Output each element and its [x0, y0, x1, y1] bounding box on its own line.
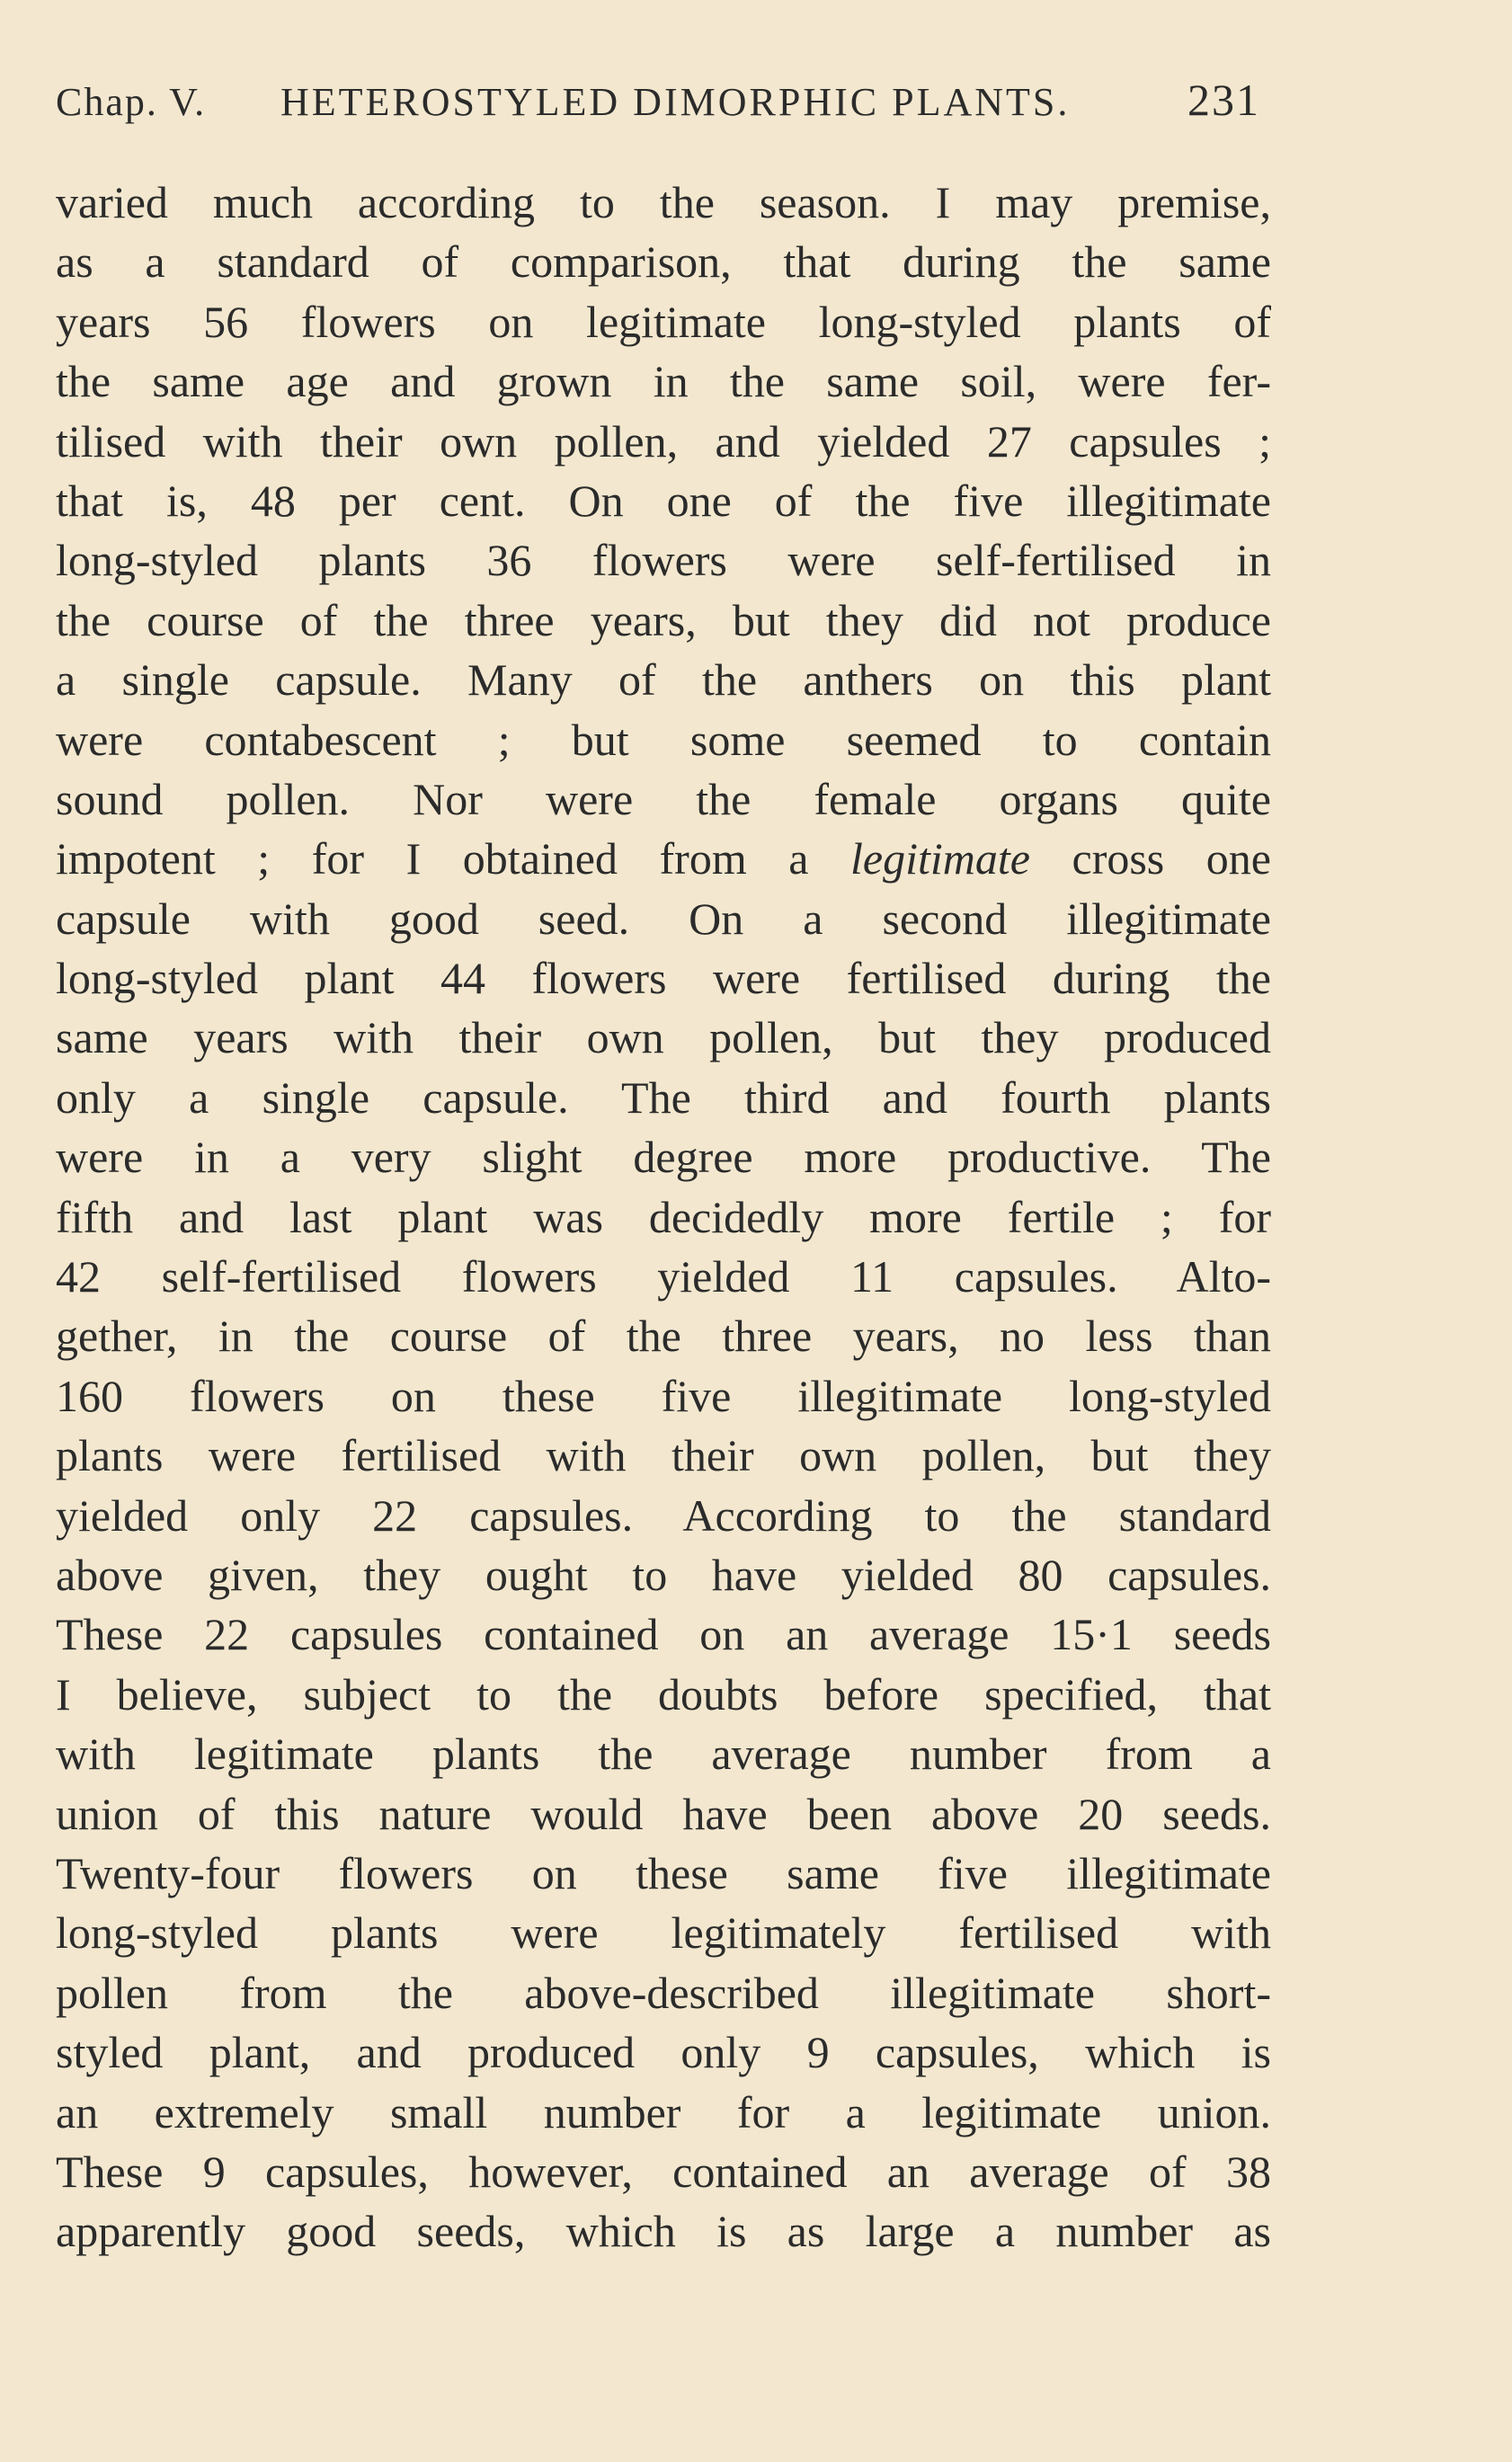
text-line: an extremely small number for a legitimate union.: [56, 2086, 1271, 2138]
text-line: were in a very slight degree more productive. The: [56, 1132, 1271, 1183]
text-line: long-styled plants were legitimately fertilised with: [56, 1907, 1271, 1959]
text-line: apparently good seeds, which is as large a number as: [56, 2206, 1271, 2257]
text-line: were contabescent ; but some seemed to contain: [56, 714, 1271, 765]
text-line: with legitimate plants the average number from a: [56, 1729, 1271, 1780]
body-text: [56, 173, 1271, 2262]
text-line: These 9 capsules, however, contained an average of 38: [56, 2146, 1271, 2197]
running-title: HETEROSTYLED DIMORPHIC PLANTS.: [280, 80, 1071, 124]
text-line: long-styled plants 36 flowers were self-fertilised in: [56, 535, 1271, 586]
text-line: long-styled plant 44 flowers were fertilised during the: [56, 953, 1271, 1004]
running-head: [56, 75, 1260, 133]
text-line: above given, they ought to have yielded 80 capsules.: [56, 1549, 1271, 1600]
text-line: pollen from the above-described illegitimate short-: [56, 1967, 1271, 2018]
text-line: as a standard of comparison, that during the same: [56, 236, 1271, 288]
text-line: varied much according to the season. I may premise,: [56, 177, 1271, 227]
italic-word: legitimate: [850, 833, 1030, 884]
text-line: styled plant, and produced only 9 capsules, which is: [56, 2027, 1271, 2078]
text-line: yielded only 22 capsules. According to the standard: [56, 1489, 1271, 1541]
text-line: I believe, subject to the doubts before specified, that: [56, 1668, 1271, 1720]
line-segment: cross one: [1029, 833, 1271, 884]
text-line: same years with their own pollen, but they produced: [56, 1012, 1271, 1063]
page-number: 231: [1187, 75, 1260, 125]
text-line: capsule with good seed. On a second illegitimate: [56, 893, 1271, 944]
text-line-with-italic: [56, 829, 1271, 888]
text-line: that is, 48 per cent. On one of the five illegitimate: [56, 475, 1271, 526]
text-line: sound pollen. Nor were the female organs quite: [56, 773, 1271, 824]
text-line: the course of the three years, but they did not produce: [56, 594, 1271, 645]
text-line: These 22 capsules contained on an average 15·1 seeds: [56, 1609, 1271, 1660]
text-line: Twenty-four flowers on these same five illegitimate: [56, 1847, 1271, 1898]
text-line: plants were fertilised with their own pollen, but they: [56, 1430, 1271, 1481]
text-line: fifth and last plant was decidedly more fertile ; for: [56, 1191, 1271, 1242]
text-line: 160 flowers on these five illegitimate long-styled: [56, 1370, 1271, 1421]
text-line: the same age and grown in the same soil, were fer-: [56, 356, 1271, 407]
text-line: union of this nature would have been above 20 seeds.: [56, 1788, 1271, 1839]
text-line: years 56 flowers on legitimate long-styled plants of: [56, 296, 1271, 347]
text-line: tilised with their own pollen, and yielded 27 capsules ;: [56, 415, 1271, 467]
line-segment: impotent ; for I obtained from a: [56, 833, 850, 884]
text-line: gether, in the course of the three years, no less than: [56, 1311, 1271, 1362]
chapter-label: Chap. V.: [56, 80, 207, 124]
text-line: 42 self-fertilised flowers yielded 11 capsules. Alto-: [56, 1251, 1271, 1302]
text-line: only a single capsule. The third and fourth plants: [56, 1071, 1271, 1123]
text-line: a single capsule. Many of the anthers on this plant: [56, 654, 1271, 706]
